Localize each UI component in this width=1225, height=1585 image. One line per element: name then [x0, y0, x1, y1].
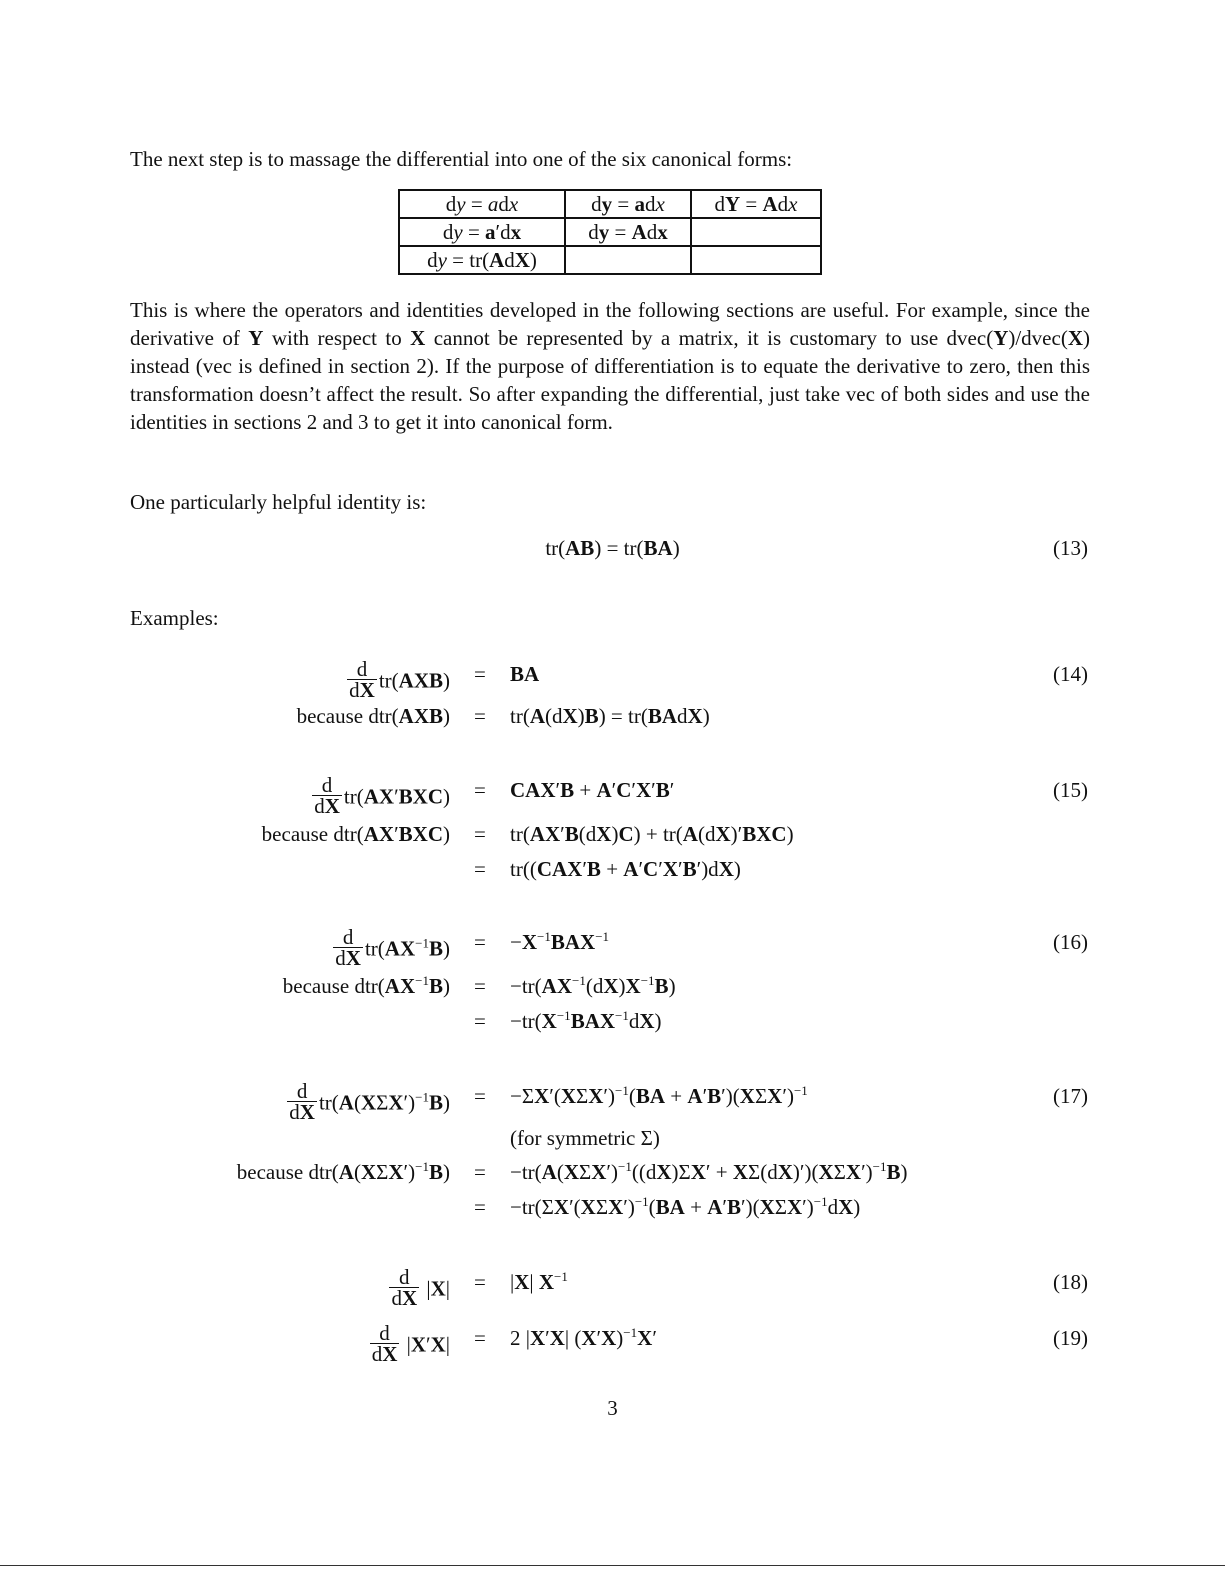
equation-number: (13) — [1053, 536, 1088, 560]
table-cell: dy = adx — [565, 190, 691, 218]
page-bottom-rule — [0, 1565, 1225, 1566]
table-cell — [691, 246, 821, 274]
equation-16: $\frac{d}{dX}$ $tr(AX^{-1}B)$ = $-X^{-1}BAX^{-1}$ (16) — [335, 925, 1088, 970]
table-cell: dY = Adx — [691, 190, 821, 218]
equation-14-because: because dtr(AXB) = tr(A(dX)B) = tr(BAdX) — [296, 704, 710, 728]
equation-lhs: $\frac{d}{dX}$ tr(AXB) — [349, 657, 450, 702]
equation-15-because: because dtr(AX′BXC) = tr(AX′B(dX)C) + tr(A(dX)′BXC) — [261, 822, 794, 846]
operators-paragraph: This is where the operators and identities developed in the following sections are useful. For example, since the derivative of Y with respect to X cannot be represented by a matrix, it is customary to use dvec(Y)/dvec(X) instead (vec is defined in section 2). If the purpose of differentiation is to equate the derivative to zero, then this transformation doesn’t affect the result. So after expanding the differential, just take vec of both sides and use the identities in sections 2 and 3 to get it into canonical form. — [130, 298, 1090, 434]
intro-paragraph: The next step is to massage the differential into one of the six canonical forms: — [130, 147, 793, 171]
equation-17-cont: = $-tr(\Sigma X'(X\Sigma X')^{-1}(BA + A'B')(X\Sigma X')^{-1}dX)$ — [474, 1194, 861, 1219]
examples-label: Examples: — [130, 606, 219, 630]
equation-15-cont: = tr((CAX′B + A′C′X′B′)dX) — [474, 857, 741, 881]
equation-14: $\frac{d}{dX}$ tr(AXB) = BA (14) — [349, 657, 1088, 702]
equation-number: (16) — [1053, 930, 1088, 954]
equation-17-note: (for symmetric Σ) — [510, 1126, 660, 1150]
page-number: 3 — [607, 1396, 618, 1420]
identity-intro: One particularly helpful identity is: — [130, 490, 427, 514]
equation-16-cont: = $-tr(X^{-1}BAX^{-1}dX)$ — [474, 1008, 662, 1033]
equation-body: tr(AB) = tr(BA) — [545, 536, 680, 560]
canonical-forms-table — [398, 189, 822, 275]
table-cell: dy = Adx — [565, 218, 691, 246]
equation-number: (15) — [1053, 778, 1088, 802]
equation-number: (19) — [1053, 1326, 1088, 1350]
equation-17: $\frac{d}{dX}$ $tr(A(X\Sigma X')^{-1}B)$ = $-\Sigma X'(X\Sigma X')^{-1}(BA + A'B')(X\Sigma X')^{-1}$ (17) — [289, 1079, 1088, 1124]
equation-18: $\frac{d}{dX}$ |X| = |X| $X^{-1}$ (18) — [391, 1265, 1088, 1310]
equation-13 — [0, 532, 1225, 568]
table-cell: dy = adx — [399, 190, 565, 218]
equation-16-because: because $dtr(AX^{-1}B)$ = $-tr(AX^{-1}(dX)X^{-1}B)$ — [282, 973, 676, 998]
equation-number: (17) — [1053, 1084, 1088, 1108]
table-cell — [565, 246, 691, 274]
equation-19: $\frac{d}{dX}$ |X′X| = 2 |X′X| $(X'X)^{-1}X'$ (19) — [371, 1321, 1088, 1366]
equation-number: (14) — [1053, 662, 1088, 686]
table-cell — [691, 218, 821, 246]
equation-15: $\frac{d}{dX}$ tr(AX′BXC) = CAX′B + A′C′X′B′ (15) — [314, 773, 1088, 818]
equation-number: (18) — [1053, 1270, 1088, 1294]
equation-rhs: BA — [510, 662, 540, 686]
equation-17-because: because $dtr(A(X\Sigma X')^{-1}B)$ = $-tr(A(X\Sigma X')^{-1}((dX)\Sigma X' + X\Sigma(dX)')(X\Sigma X')^{-1}B)$ — [236, 1159, 908, 1184]
table-cell: dy = a′dx — [399, 218, 565, 246]
table-cell: dy = tr(AdX) — [399, 246, 565, 274]
